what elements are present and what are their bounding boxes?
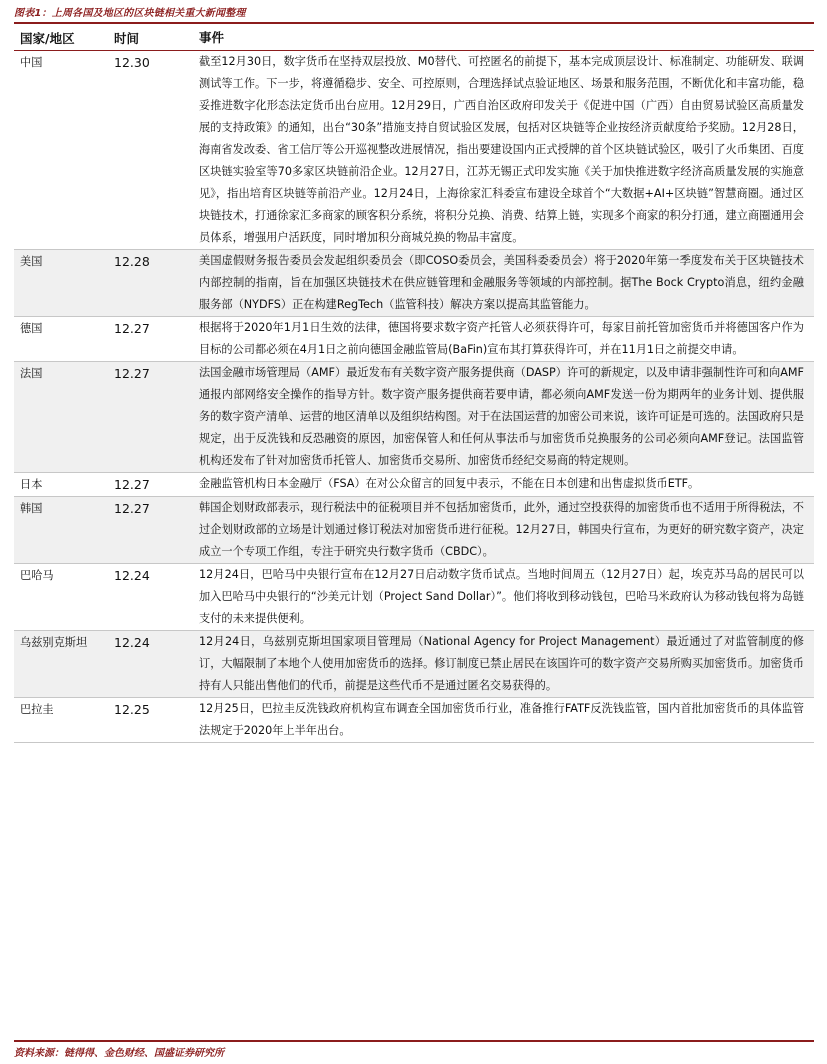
cell-region: 巴拉圭 xyxy=(20,703,54,716)
table-row-japan xyxy=(14,473,814,497)
cell-region: 法国 xyxy=(20,367,43,380)
cell-region: 中国 xyxy=(20,56,43,69)
cell-region: 美国 xyxy=(20,255,43,268)
news-table xyxy=(14,22,814,743)
figure-caption: 图表1：上周各国及地区的区块链相关重大新闻整理 xyxy=(14,8,246,19)
table-row-usa xyxy=(14,250,814,317)
table-row-uzbekistan xyxy=(14,631,814,698)
cell-region: 巴哈马 xyxy=(20,569,54,582)
cell-event: 12月24日，乌兹别克斯坦国家项目管理局（National Agency for Project Management）最近通过了对监管制度的修订，大幅限制了本地个人使用加密货币的选择。修订制度已禁止居民在该国许可的数字资产交易所购买加密货币。加密货币持有人只能出售他们的代币，前提是这些代币不是通过匿名交易获得的。 xyxy=(199,635,804,692)
cell-date: 12.27 xyxy=(114,501,150,516)
cell-date: 12.24 xyxy=(114,635,150,650)
table-row-bahamas xyxy=(14,564,814,631)
cell-event: 金融监管机构日本金融厅（FSA）在对公众留言的回复中表示，不能在日本创建和出售虚拟货币ETF。 xyxy=(199,477,700,490)
header-region: 国家/地区 xyxy=(20,30,75,46)
source-note: 资料来源：链得得、金色财经、国盛证券研究所 xyxy=(14,1040,814,1059)
cell-date: 12.24 xyxy=(114,568,150,583)
cell-date: 12.28 xyxy=(114,254,150,269)
cell-region: 乌兹别克斯坦 xyxy=(20,636,88,649)
table-row-paraguay xyxy=(14,698,814,743)
table-row-france xyxy=(14,362,814,473)
header-event: 事件 xyxy=(199,30,225,45)
cell-region: 德国 xyxy=(20,322,43,335)
cell-event: 美国虚假财务报告委员会发起组织委员会（即COSO委员会，美国科委委员会）将于2020年第一季度发布关于区块链技术内部控制的指南，旨在加强区块链技术在供应链管理和金融服务等领域的内部控制。据The Bock Crypto消息，纽约金融服务部（NYDFS）正在构建RegTech（监管科技）解决方案以提高其监管能力。 xyxy=(199,254,804,311)
cell-event: 截至12月30日，数字货币在坚持双层投放、M0替代、可控匿名的前提下，基本完成顶层设计、标准制定、功能研发、联调测试等工作。下一步，将遵循稳步、安全、可控原则，合理选择试点验证地区、场景和服务范围，不断优化和丰富功能，稳妥推进数字化形态法定货币出台应用。12月29日，广西自治区政府印发关于《促进中国（广西）自由贸易试验区高质量发展的支持政策》的通知，出台“30条”措施支持自贸试验区发展，包括对区块链等企业按经济贡献度给予奖励。12月28日，海南省发改委、省工信厅等公开巡视整改进展情况，指出要建设国内正式授牌的首个区块链试验区，吸引了火币集团、百度区块链实验室等70多家区块链前沿企业。12月27日，江苏无锡正式印发实施《关于加快推进数字经济高质量发展的实施意见》，指出培育区块链等前沿产业。12月24日，上海徐家汇科委宣布建设全球首个“大数据+AI+区块链”智慧商圈。通过区块链技术，打通徐家汇多商家的顾客积分系统，将积分兑换、消费、结算上链，实现多个商家的积分打通，建立商圈通用会员体系，增强用户活跃度，同时增加积分商城兑换的物品丰富度。 xyxy=(199,55,804,244)
table-row-china xyxy=(14,51,814,250)
table-row-germany xyxy=(14,317,814,362)
table-header xyxy=(14,24,814,51)
cell-date: 12.25 xyxy=(114,702,150,717)
cell-region: 韩国 xyxy=(20,502,43,515)
cell-date: 12.27 xyxy=(114,366,150,381)
cell-event: 韩国企划财政部表示，现行税法中的征税项目并不包括加密货币，此外，通过空投获得的加密货币也不适用于所得税法，不过企划财政部的立场是计划通过修订税法对加密货币进行征税。12月27日，韩国央行宣布，为更好的研究数字资产，决定成立一个专项工作组，专注于研究央行数字货币（CBDC）。 xyxy=(199,501,804,558)
cell-event: 根据将于2020年1月1日生效的法律，德国将要求数字资产托管人必须获得许可，每家目前托管加密货币并将德国客户作为目标的公司都必须在4月1日之前向德国金融监管局(BaFin)宣布其打算获得许可，并在11月1日之前提交申请。 xyxy=(199,321,804,356)
cell-region: 日本 xyxy=(20,478,43,491)
table-row-korea xyxy=(14,497,814,564)
cell-date: 12.27 xyxy=(114,321,150,336)
cell-event: 12月24日，巴哈马中央银行宣布在12月27日启动数字货币试点。当地时间周五（12月27日）起，埃克苏马岛的居民可以加入巴哈马中央银行的“沙美元计划（Project Sand Dollar）”。他们将收到移动钱包，巴哈马米政府认为移动钱包将为岛链支付的未来提供便利。 xyxy=(199,568,804,625)
cell-event: 12月25日，巴拉圭反洗钱政府机构宣布调查全国加密货币行业，准备推行FATF反洗钱监管，国内首批加密货币的具体监管法规定于2020年上半年出台。 xyxy=(199,702,804,737)
cell-event: 法国金融市场管理局（AMF）最近发布有关数字资产服务提供商（DASP）许可的新规定，以及申请非强制性许可和向AMF通报内部网络安全操作的指导方针。数字资产服务提供商若要申请，都必须向AMF发送一份为期两年的业务计划、提供服务的数字资产清单、运营的地区清单以及组织结构图。对于在法国运营的加密公司来说，该许可证是可选的。法国政府只是规定，出于反洗钱和反恐融资的原因，加密保管人和任何从事法币与加密货币兑换服务的公司必须向AMF登记。法国监管机构还发布了针对加密货币托管人、加密货币交易所、加密货币经纪交易商的特定规则。 xyxy=(199,366,804,467)
cell-date: 12.27 xyxy=(114,477,150,492)
header-date: 时间 xyxy=(114,30,140,46)
cell-date: 12.30 xyxy=(114,55,150,70)
